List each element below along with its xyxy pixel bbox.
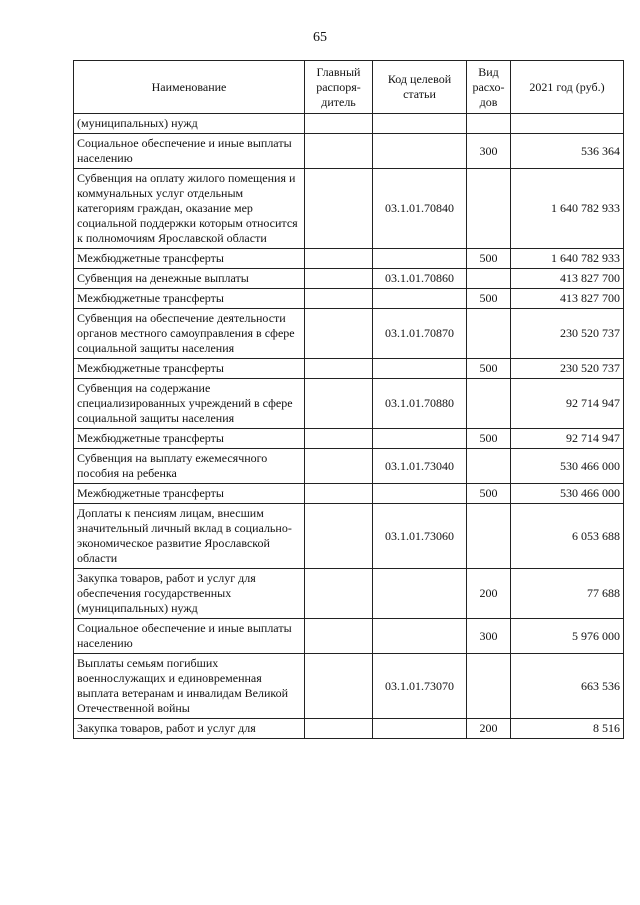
- row-target-code: [373, 114, 467, 134]
- row-expense-type: [467, 269, 511, 289]
- header-target-code: Код целевой статьи: [373, 61, 467, 114]
- row-target-code: 03.1.01.73040: [373, 449, 467, 484]
- row-amount: 5 976 000: [511, 619, 624, 654]
- header-main-manager: Главный распоря- дитель: [305, 61, 373, 114]
- table-row: [74, 269, 624, 289]
- row-amount: 663 536: [511, 654, 624, 719]
- row-main-manager: [305, 309, 373, 359]
- row-target-code: 03.1.01.70860: [373, 269, 467, 289]
- row-main-manager: [305, 169, 373, 249]
- row-target-code: 03.1.01.73070: [373, 654, 467, 719]
- row-expense-type: 300: [467, 134, 511, 169]
- row-target-code: 03.1.01.70870: [373, 309, 467, 359]
- table-row: [74, 289, 624, 309]
- row-name: Межбюджетные трансферты: [74, 359, 305, 379]
- row-expense-type: 500: [467, 484, 511, 504]
- row-expense-type: 200: [467, 569, 511, 619]
- table-row: [74, 654, 624, 719]
- page-number: 65: [313, 30, 327, 45]
- row-target-code: 03.1.01.70880: [373, 379, 467, 429]
- row-expense-type: [467, 379, 511, 429]
- row-main-manager: [305, 484, 373, 504]
- row-expense-type: 500: [467, 429, 511, 449]
- row-target-code: [373, 719, 467, 739]
- row-main-manager: [305, 359, 373, 379]
- row-name: Межбюджетные трансферты: [74, 484, 305, 504]
- row-main-manager: [305, 379, 373, 429]
- row-main-manager: [305, 134, 373, 169]
- table-row: [74, 429, 624, 449]
- row-amount: 1 640 782 933: [511, 249, 624, 269]
- row-name: Межбюджетные трансферты: [74, 429, 305, 449]
- row-name: Закупка товаров, работ и услуг для обеспечения государственных (муниципальных) нужд: [74, 569, 305, 619]
- row-amount: 92 714 947: [511, 379, 624, 429]
- row-main-manager: [305, 569, 373, 619]
- row-target-code: 03.1.01.73060: [373, 504, 467, 569]
- table-row: [74, 169, 624, 249]
- row-target-code: [373, 249, 467, 269]
- row-amount: 77 688: [511, 569, 624, 619]
- row-amount: 530 466 000: [511, 484, 624, 504]
- row-expense-type: [467, 504, 511, 569]
- table-row: [74, 504, 624, 569]
- table-header: [74, 61, 624, 114]
- row-main-manager: [305, 269, 373, 289]
- row-target-code: [373, 429, 467, 449]
- row-name: Межбюджетные трансферты: [74, 249, 305, 269]
- row-main-manager: [305, 429, 373, 449]
- row-main-manager: [305, 619, 373, 654]
- table-row: [74, 134, 624, 169]
- row-name: Субвенция на выплату ежемесячного пособия на ребенка: [74, 449, 305, 484]
- row-amount: 8 516: [511, 719, 624, 739]
- table-body: [74, 114, 624, 739]
- table-row: [74, 719, 624, 739]
- row-name: Субвенция на содержание специализированных учреждений в сфере социальной защиты населения: [74, 379, 305, 429]
- row-name: (муниципальных) нужд: [74, 114, 305, 134]
- row-amount: 413 827 700: [511, 269, 624, 289]
- row-main-manager: [305, 719, 373, 739]
- row-target-code: [373, 569, 467, 619]
- table-row: [74, 569, 624, 619]
- budget-table: [73, 60, 624, 739]
- header-amount-2021: 2021 год (руб.): [511, 61, 624, 114]
- row-expense-type: [467, 309, 511, 359]
- row-amount: 1 640 782 933: [511, 169, 624, 249]
- row-target-code: [373, 134, 467, 169]
- row-name: Субвенция на оплату жилого помещения и коммунальных услуг отдельным категориям граждан, оказание мер социальной поддержки которым относится к полномочиям Ярославской области: [74, 169, 305, 249]
- table-row: [74, 449, 624, 484]
- table-row: [74, 359, 624, 379]
- row-expense-type: [467, 449, 511, 484]
- row-target-code: 03.1.01.70840: [373, 169, 467, 249]
- row-expense-type: 500: [467, 249, 511, 269]
- row-expense-type: 500: [467, 289, 511, 309]
- row-main-manager: [305, 289, 373, 309]
- row-target-code: [373, 619, 467, 654]
- row-amount: [511, 114, 624, 134]
- row-name: Социальное обеспечение и иные выплаты населению: [74, 134, 305, 169]
- row-amount: 536 364: [511, 134, 624, 169]
- row-expense-type: [467, 114, 511, 134]
- row-amount: 530 466 000: [511, 449, 624, 484]
- table-row: [74, 114, 624, 134]
- row-name: Закупка товаров, работ и услуг для: [74, 719, 305, 739]
- row-expense-type: [467, 169, 511, 249]
- row-main-manager: [305, 449, 373, 484]
- row-amount: 413 827 700: [511, 289, 624, 309]
- row-main-manager: [305, 654, 373, 719]
- row-expense-type: 500: [467, 359, 511, 379]
- row-target-code: [373, 484, 467, 504]
- table-row: [74, 484, 624, 504]
- row-name: Субвенция на денежные выплаты: [74, 269, 305, 289]
- row-main-manager: [305, 504, 373, 569]
- header-name: Наименование: [74, 61, 305, 114]
- row-main-manager: [305, 249, 373, 269]
- row-name: Субвенция на обеспечение деятельности органов местного самоуправления в сфере социальной защиты населения: [74, 309, 305, 359]
- row-main-manager: [305, 114, 373, 134]
- row-amount: 92 714 947: [511, 429, 624, 449]
- table-row: [74, 309, 624, 359]
- row-expense-type: 300: [467, 619, 511, 654]
- row-target-code: [373, 289, 467, 309]
- row-name: Доплаты к пенсиям лицам, внесшим значительный личный вклад в социально-экономическое развитие Ярославской области: [74, 504, 305, 569]
- row-target-code: [373, 359, 467, 379]
- table-row: [74, 379, 624, 429]
- row-name: Межбюджетные трансферты: [74, 289, 305, 309]
- header-row: [74, 61, 624, 114]
- row-name: Социальное обеспечение и иные выплаты населению: [74, 619, 305, 654]
- header-expense-type: Вид расхо- дов: [467, 61, 511, 114]
- row-amount: 6 053 688: [511, 504, 624, 569]
- table-row: [74, 249, 624, 269]
- row-expense-type: 200: [467, 719, 511, 739]
- row-expense-type: [467, 654, 511, 719]
- row-name: Выплаты семьям погибших военнослужащих и единовременная выплата ветеранам и инвалидам Великой Отечественной войны: [74, 654, 305, 719]
- table-row: [74, 619, 624, 654]
- row-amount: 230 520 737: [511, 359, 624, 379]
- row-amount: 230 520 737: [511, 309, 624, 359]
